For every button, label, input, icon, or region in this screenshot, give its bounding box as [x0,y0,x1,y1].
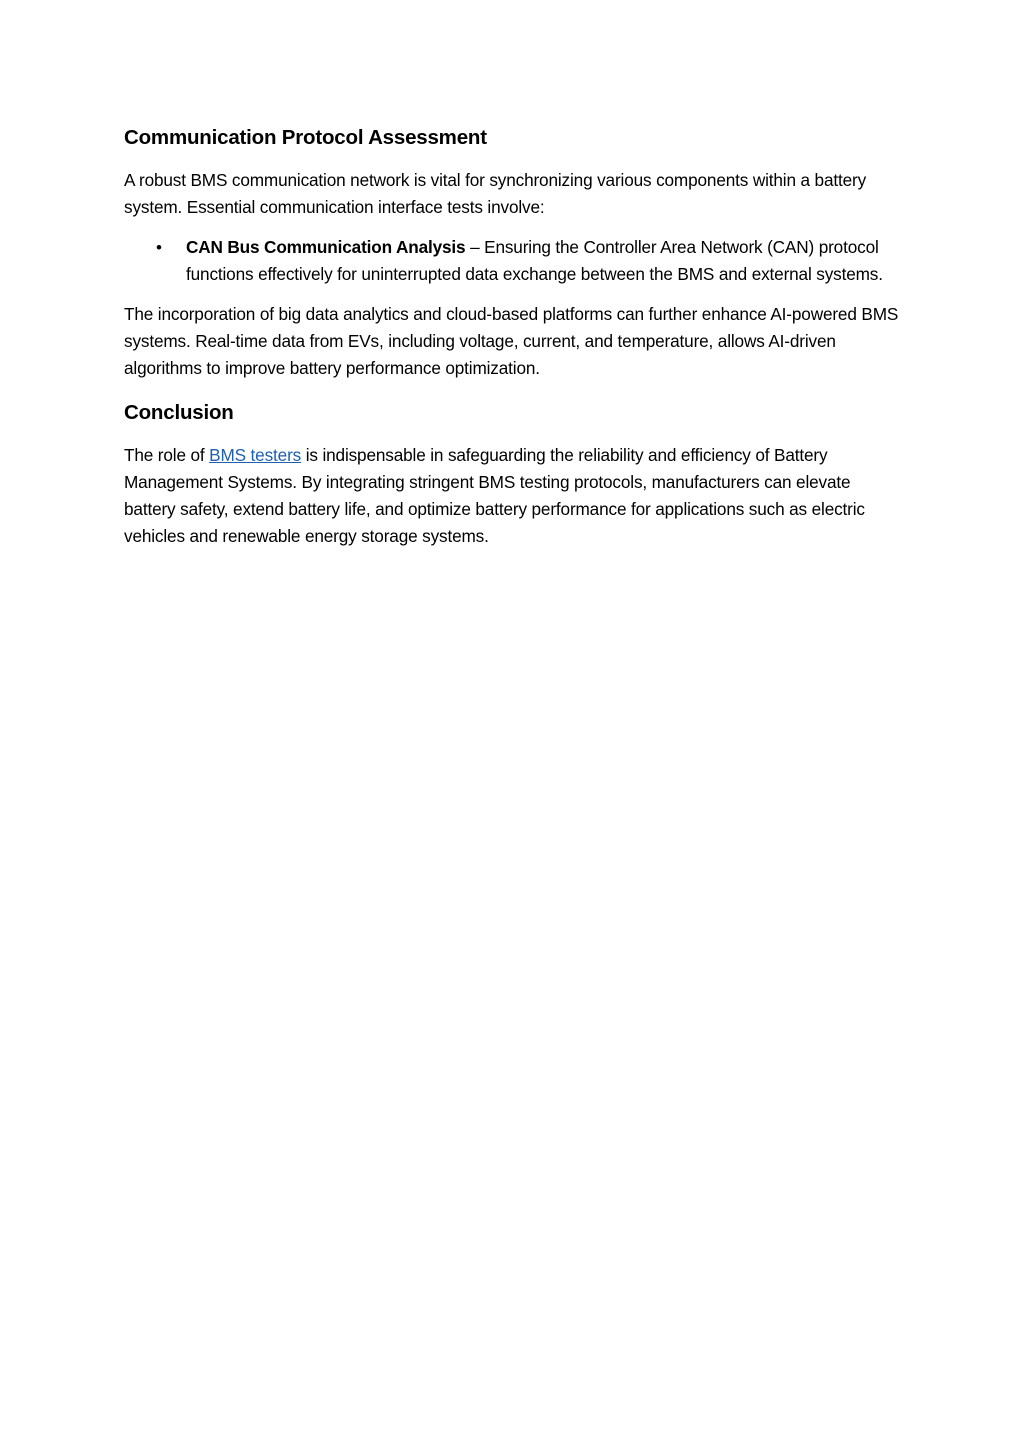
list-item-text: Ensuring the Controller Area Network (CAN) protocol functions effectively for uninterrupted data exchange between the BMS and external systems. [186,237,883,284]
conclusion-text-before-link: The role of [124,445,210,465]
test-list [124,234,904,288]
list-item-separator: – [465,237,485,257]
section-intro-paragraph: A robust BMS communication network is vital for synchronizing various components within a battery system. Essential communication interface tests involve: [124,170,867,217]
conclusion-paragraph [124,442,904,550]
bms-testers-link[interactable]: BMS testers [209,445,302,465]
bullet-icon: • [156,238,162,257]
list-item-term: CAN Bus Communication Analysis [186,237,466,257]
conclusion-text-after-link: is indispensable in safeguarding the reliability and efficiency of Battery Management Systems. By integrating stringent BMS testing protocols, manufacturers can elevate battery safety, extend battery life, and optimize battery performance for applications such as electric vehicles and renewable energy storage systems. [124,445,865,546]
section-heading-conclusion: Conclusion [124,401,234,424]
list-item [156,234,904,288]
document-page [124,122,904,550]
section-outro-paragraph: The incorporation of big data analytics and cloud-based platforms can further enhance AI-powered BMS systems. Real-time data from EVs, including voltage, current, and temperature, allows AI-driven algorithms to improve battery performance optimization. [124,304,899,378]
section-heading-communication: Communication Protocol Assessment [124,126,487,149]
